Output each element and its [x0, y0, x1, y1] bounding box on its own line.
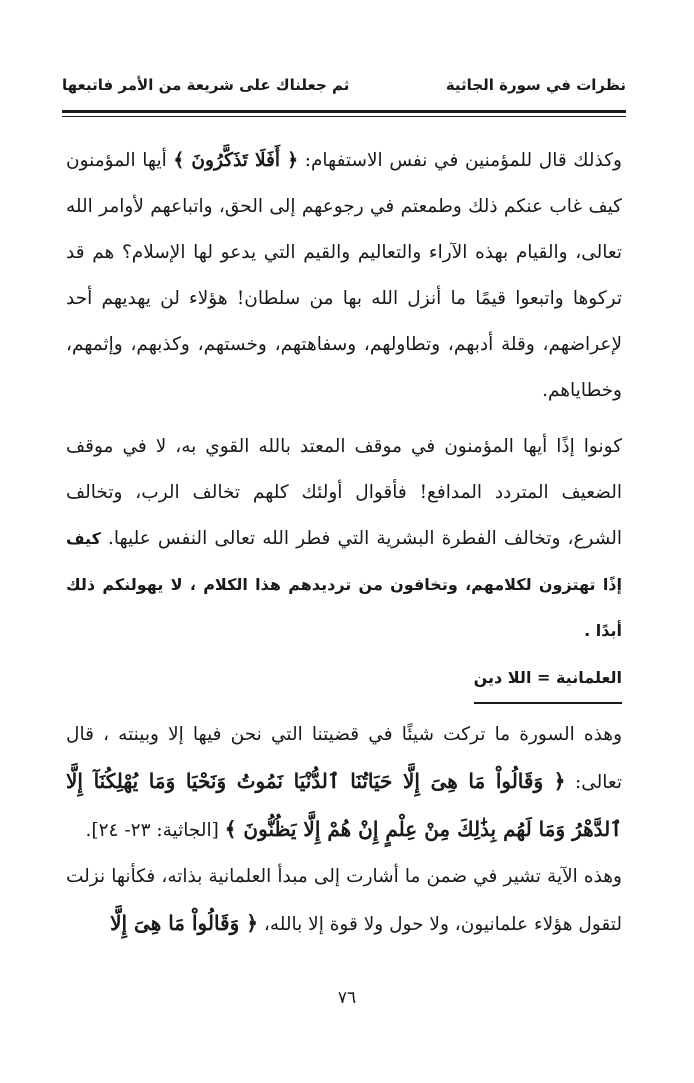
- quran-verse-1: ﴿ أَفَلَا تَذَكَّرُونَ ﴾: [173, 150, 299, 171]
- paragraph-2-text: كونوا إذًا أيها المؤمنون في موقف المعتد بالله القوي به، لا في موقف الضعيف المتردد المدافع! فأقوال أولئك كلهم تخالف الرب، وتخالف الشرع، وتخالف الفطرة البشرية التي فطر الله تعالى النفس عليها.: [66, 436, 622, 549]
- book-title: نظرات في سورة الجاثية: [445, 76, 626, 94]
- verse-reference: [الجاثية: ٢٣- ٢٤].: [85, 820, 219, 841]
- quran-verse-2: ﴿ وَقَالُواْ مَا هِىَ إِلَّا حَيَاتُنَا ٱلدُّنْيَا نَمُوتُ وَنَحْيَا وَمَا يُهْلِكُنَآ إِلَّا ٱلدَّهْرُ وَمَا لَهُم بِذَٰلِكَ مِنْ عِلْمٍ إِنْ هُمْ إِلَّا يَظُنُّونَ ﴾: [66, 769, 622, 841]
- paragraph-3: [66, 712, 622, 854]
- paragraph-1: [66, 138, 622, 414]
- paragraph-2-emphasis: كيف إذًا تهتزون لكلامهم، وتخافون من ترديدهم هذا الكلام ، لا يهولنكم ذلك أبدًا .: [66, 529, 622, 640]
- paragraph-1-text-a: وكذلك قال للمؤمنين في نفس الاستفهام:: [298, 150, 622, 171]
- chapter-title: ثم جعلناك على شريعة من الأمر فاتبعها: [62, 76, 350, 94]
- page-content: [66, 138, 622, 948]
- paragraph-4: [66, 854, 622, 948]
- section-heading: [66, 664, 622, 704]
- paragraph-2: [66, 424, 622, 654]
- paragraph-1-text-b: أيها المؤمنون كيف غاب عنكم ذلك وطمعتم في رجوعهم إلى الحق، واتباعهم لأوامر الله تعالى، والقيام بهذه الآراء والتعاليم والقيم التي يدعو لها الإسلام؟ هم قد تركوها واتبعوا قيمًا ما أنزل الله بها من سلطان! هؤلاء لن يهديهم أحد لإعراضهم، وقلة أدبهم، وتطاولهم، وسفاهتهم، وخستهم، وكذبهم، وإثمهم، وخطاياهم.: [66, 150, 622, 401]
- page-number: ٧٦: [337, 988, 357, 1008]
- paragraph-3-text: وهذه السورة ما تركت شيئًا في قضيتنا التي نحن فيها إلا وبينته ، قال تعالى:: [66, 724, 622, 793]
- header-rule-thick: [62, 110, 626, 113]
- paragraph-4-text: وهذه الآية تشير في ضمن ما أشارت إلى مبدأ العلمانية بذاته، فكأنها نزلت لتقول هؤلاء علمانيون، ولا حول ولا قوة إلا بالله،: [66, 866, 622, 935]
- quran-verse-3: ﴿ وَقَالُواْ مَا هِىَ إِلَّا: [110, 911, 258, 935]
- section-heading-text: العلمانية = اللا دين: [474, 664, 622, 704]
- running-header: [62, 76, 626, 106]
- header-rule-thin: [62, 116, 626, 117]
